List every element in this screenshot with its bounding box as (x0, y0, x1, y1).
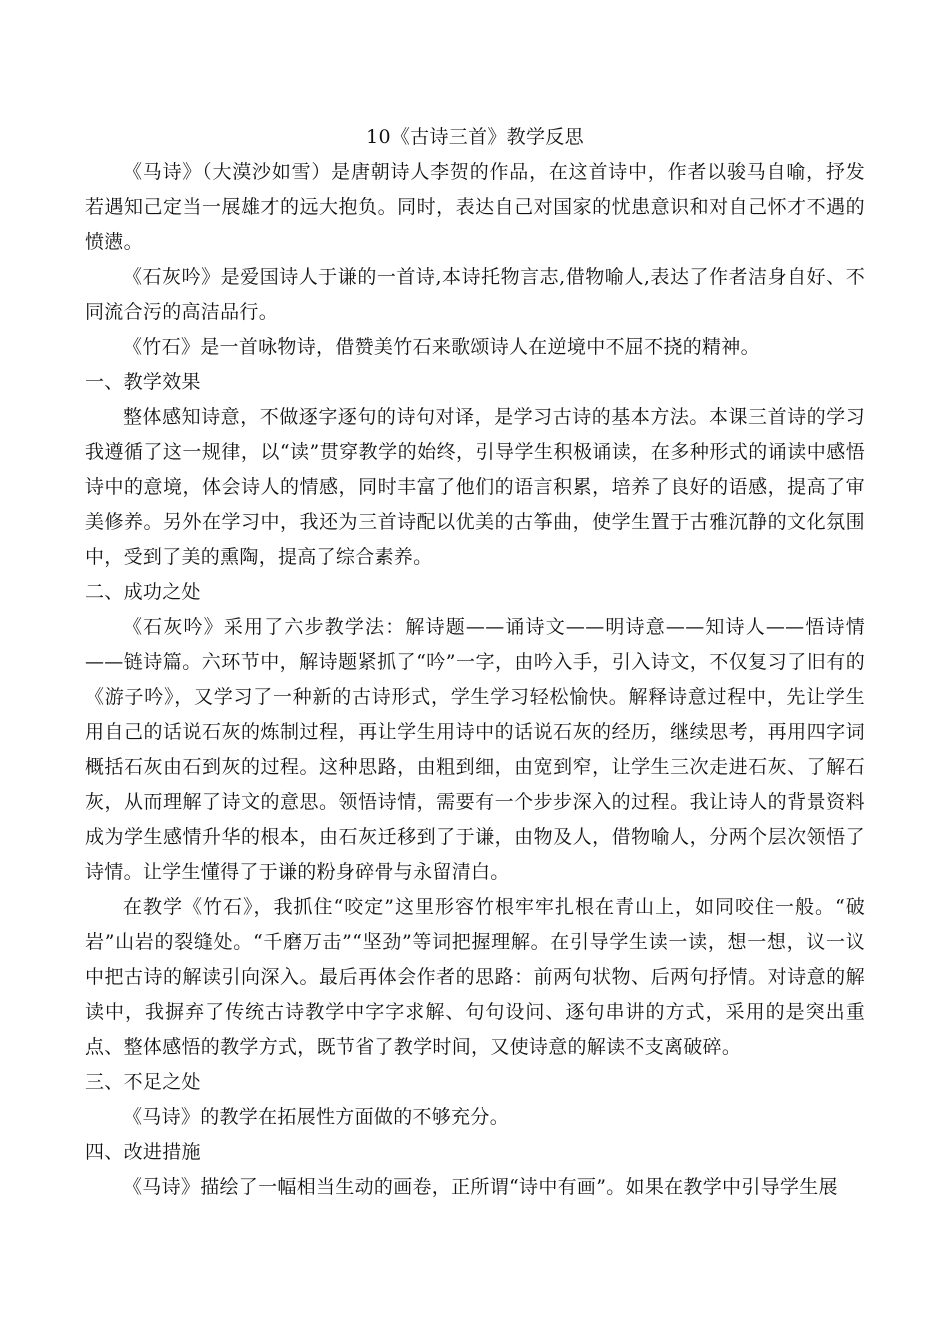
intro-paragraph-ma-shi: 《马诗》（大漠沙如雪）是唐朝诗人李贺的作品，在这首诗中，作者以骏马自喻，抒发若遇知己定当一展雄才的远大抱负。同时，表达自己对国家的忧患意识和对自己怀才不遇的愤懑。 (85, 161, 865, 253)
section-paragraph: 《马诗》描绘了一幅相当生动的画卷，正所谓“诗中有画”。如果在教学中引导学生展 (123, 1176, 838, 1198)
section-heading-teaching-effect: 一、教学效果 (85, 371, 201, 393)
section-heading-improvements: 四、改进措施 (85, 1141, 201, 1163)
document-body (85, 120, 865, 1205)
section-heading-shortcomings: 三、不足之处 (85, 1071, 201, 1093)
section-heading-successes: 二、成功之处 (85, 581, 201, 603)
document-title: 10《古诗三首》教学反思 (366, 126, 584, 148)
intro-paragraph-zhu-shi: 《竹石》是一首咏物诗，借赞美竹石来歌颂诗人在逆境中不屈不挠的精神。 (123, 336, 760, 358)
section-paragraph: 《马诗》的教学在拓展性方面做的不够充分。 (123, 1106, 510, 1128)
intro-paragraph-shi-hui-yin: 《石灰吟》是爱国诗人于谦的一首诗,本诗托物言志,借物喻人,表达了作者洁身自好、不同流合污的高洁品行。 (85, 266, 865, 323)
section-paragraph: 整体感知诗意，不做逐字逐句的诗句对译，是学习古诗的基本方法。本课三首诗的学习我遵循了这一规律，以“读”贯穿教学的始终，引导学生积极诵读，在多种形式的诵读中感悟诗中的意境，体会诗人的情感，同时丰富了他们的语言积累，培养了良好的语感，提高了审美修养。另外在学习中，我还为三首诗配以优美的古筝曲，使学生置于古雅沉静的文化氛围中，受到了美的熏陶，提高了综合素养。 (85, 406, 865, 568)
section-paragraph: 在教学《竹石》，我抓住“咬定”这里形容竹根牢牢扎根在青山上，如同咬住一般。“破岩”山岩的裂缝处。“千磨万击”“坚劲”等词把握理解。在引导学生读一读，想一想，议一议中把古诗的解读引向深入。最后再体会作者的思路：前两句状物、后两句抒情。对诗意的解读中，我摒弃了传统古诗教学中字字求解、句句设问、逐句串讲的方式，采用的是突出重点、整体感悟的教学方式，既节省了教学时间，又使诗意的解读不支离破碎。 (85, 896, 865, 1058)
section-paragraph: 《石灰吟》采用了六步教学法：解诗题——诵诗文——明诗意——知诗人——悟诗情——链诗篇。六环节中，解诗题紧抓了“吟”一字，由吟入手，引入诗文，不仅复习了旧有的《游子吟》，又学习了一种新的古诗形式，学生学习轻松愉快。解释诗意过程中，先让学生用自己的话说石灰的炼制过程，再让学生用诗中的话说石灰的经历，继续思考，再用四字词概括石灰由石到灰的过程。这种思路，由粗到细，由宽到窄，让学生三次走进石灰、了解石灰，从而理解了诗文的意思。领悟诗情，需要有一个步步深入的过程。我让诗人的背景资料成为学生感情升华的根本，由石灰迁移到了于谦，由物及人，借物喻人，分两个层次领悟了诗情。让学生懂得了于谦的粉身碎骨与永留清白。 (85, 616, 865, 883)
